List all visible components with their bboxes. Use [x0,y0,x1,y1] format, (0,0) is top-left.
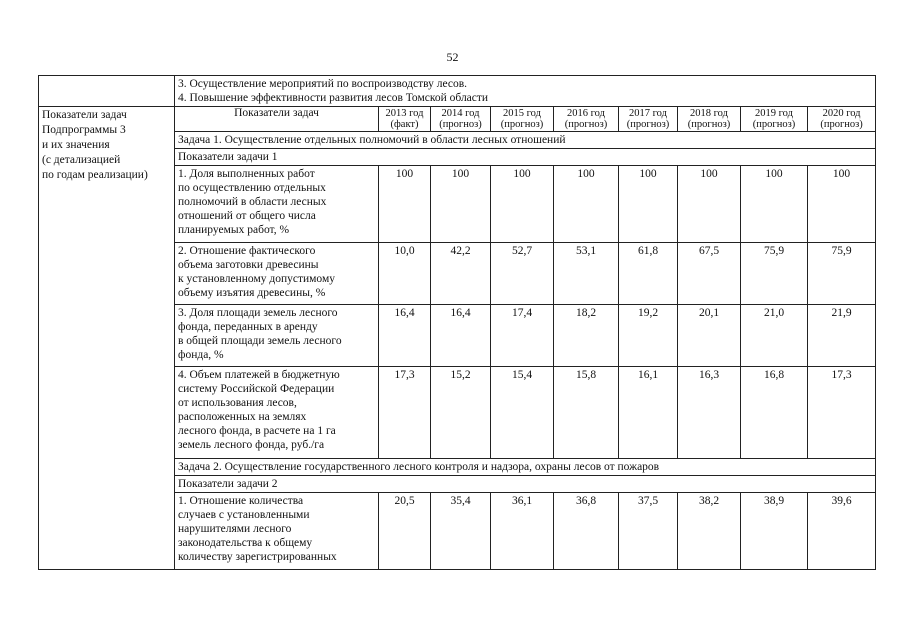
indicator-text: 1. Отношение количества случаев с установленными нарушителями лесного законодательства к общему количеству зарегистрированных [175,493,379,570]
header-year-2017: 2017 год (прогноз) [619,107,678,132]
value-cell: 38,2 [678,493,741,570]
value-cell: 100 [379,166,431,243]
value-cell: 16,4 [431,305,491,367]
left-label-line: по годам реализации) [42,169,148,181]
top-text-cell [175,76,876,107]
value-cell: 52,7 [491,243,554,305]
value-cell: 53,1 [554,243,619,305]
header-year-2020: 2020 год (прогноз) [808,107,876,132]
value-cell: 35,4 [431,493,491,570]
value-cell: 15,4 [491,367,554,459]
value-cell: 20,1 [678,305,741,367]
indicator-text: 1. Доля выполненных работ по осуществлению отдельных полномочий в области лесных отношений от общего числа планируемых работ, % [175,166,379,243]
value-cell: 21,9 [808,305,876,367]
header-year-2016: 2016 год (прогноз) [554,107,619,132]
header-row [39,107,876,132]
value-cell: 100 [491,166,554,243]
task1-title: Задача 1. Осуществление отдельных полномочий в области лесных отношений [175,132,876,149]
value-cell: 21,0 [741,305,808,367]
value-cell: 16,3 [678,367,741,459]
value-cell: 39,6 [808,493,876,570]
value-cell: 100 [808,166,876,243]
value-cell: 18,2 [554,305,619,367]
value-cell: 16,8 [741,367,808,459]
value-cell: 42,2 [431,243,491,305]
value-cell: 100 [619,166,678,243]
left-label-line: (с детализацией [42,154,121,166]
value-cell: 100 [431,166,491,243]
value-cell: 38,9 [741,493,808,570]
task2-title: Задача 2. Осуществление государственного лесного контроля и надзора, охраны лесов от пожаров [175,459,876,476]
value-cell: 16,1 [619,367,678,459]
value-cell: 17,4 [491,305,554,367]
value-cell: 75,9 [741,243,808,305]
top-row-line-4: 4. Повышение эффективности развития лесов Томской области [178,92,489,104]
value-cell: 67,5 [678,243,741,305]
page-number: 52 [446,50,459,64]
left-label-line: Показатели задач [42,109,127,121]
value-cell: 15,8 [554,367,619,459]
indicator-text: 4. Объем платежей в бюджетную систему Российской Федерации от использования лесов, расположенных на землях лесного фонда, в расчете на 1 га земель лесного фонда, руб./га [175,367,379,459]
value-cell: 100 [554,166,619,243]
value-cell: 37,5 [619,493,678,570]
value-cell: 100 [741,166,808,243]
indicator-text: 2. Отношение фактического объема заготовки древесины к установленному допустимому объему изъятия древесины, % [175,243,379,305]
header-year-2015: 2015 год (прогноз) [491,107,554,132]
value-cell: 100 [678,166,741,243]
value-cell: 20,5 [379,493,431,570]
indicator-text: 3. Доля площади земель лесного фонда, переданных в аренду в общей площади земель лесного фонда, % [175,305,379,367]
value-cell: 36,8 [554,493,619,570]
value-cell: 75,9 [808,243,876,305]
top-row-line-3: 3. Осуществление мероприятий по воспроизводству лесов. [178,78,468,90]
header-year-2018: 2018 год (прогноз) [678,107,741,132]
task1-subtitle: Показатели задачи 1 [175,149,876,166]
header-year-2014: 2014 год (прогноз) [431,107,491,132]
task2-subtitle: Показатели задачи 2 [175,476,876,493]
value-cell: 17,3 [808,367,876,459]
value-cell: 61,8 [619,243,678,305]
top-row [39,76,876,107]
left-label-line: Подпрограммы 3 [42,124,126,136]
left-label-cell [39,107,175,570]
value-cell: 15,2 [431,367,491,459]
value-cell: 19,2 [619,305,678,367]
header-indicator: Показатели задач [175,107,379,132]
value-cell: 10,0 [379,243,431,305]
value-cell: 16,4 [379,305,431,367]
header-year-2013: 2013 год (факт) [379,107,431,132]
value-cell: 17,3 [379,367,431,459]
top-left-empty-cell [39,76,175,107]
indicators-table [38,75,876,570]
value-cell: 36,1 [491,493,554,570]
header-year-2019: 2019 год (прогноз) [741,107,808,132]
left-label-line: и их значения [42,139,110,151]
